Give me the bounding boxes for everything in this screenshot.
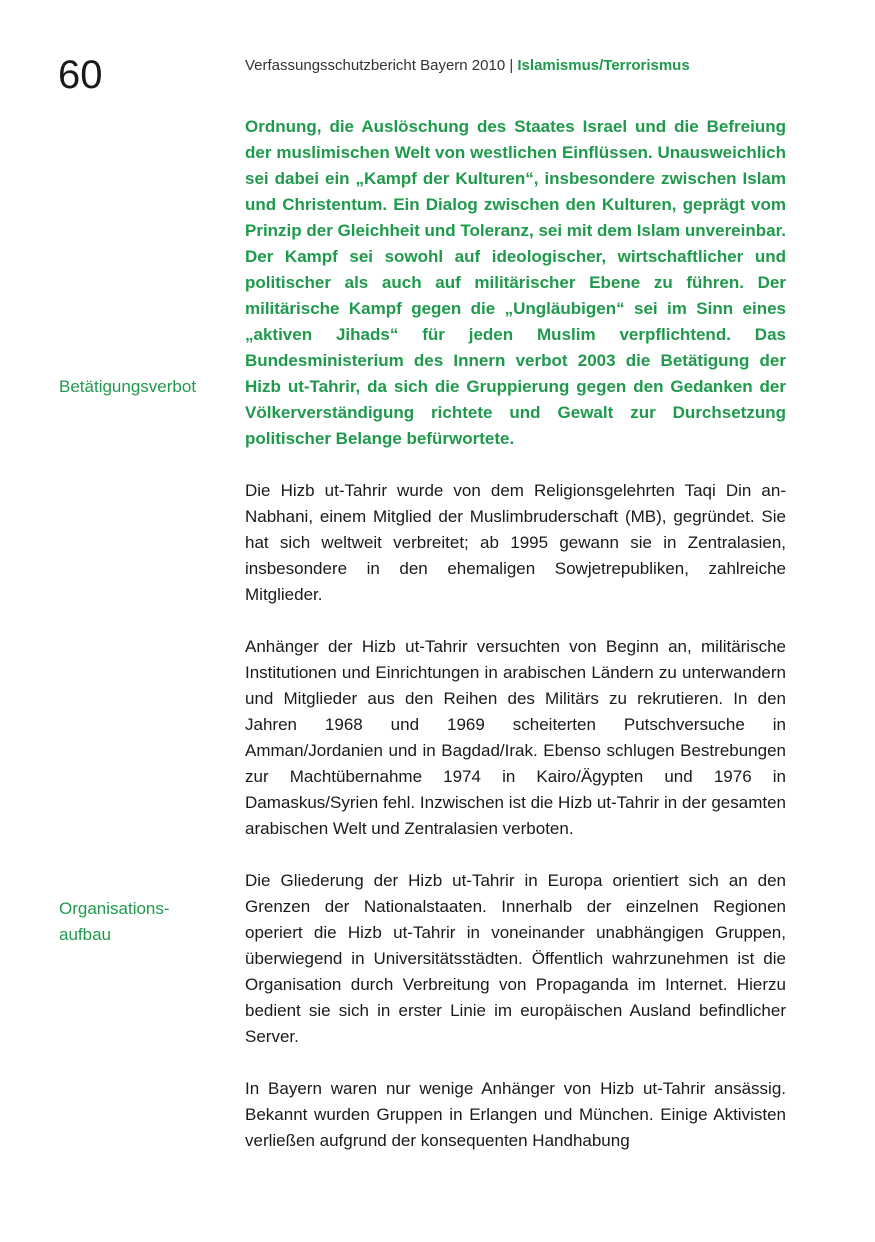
publication-title: Verfassungsschutzbericht Bayern 2010 (245, 57, 506, 74)
margin-note-betaetigungsverbot: Betätigungsverbot (59, 377, 197, 396)
section-title: Islamismus/Terrorismus (517, 57, 690, 74)
running-header (245, 56, 690, 76)
header-separator: | (505, 57, 518, 74)
body-text-column (245, 114, 786, 1180)
margin-note-organisationsaufbau (59, 896, 229, 948)
paragraph-founding: Die Hizb ut-Tahrir wurde von dem Religionsgelehrten Taqi Din an-Nabhani, einem Mitglied der Muslimbruderschaft (MB), gegründet. Sie hat sich weltweit verbreitet; ab 1995 gewann sie in Zentralasien, insbesondere in den ehemaligen Sowjetrepubliken, zahlreiche Mitglieder. (245, 481, 786, 604)
margin-note-organisationsaufbau-line1: Organisations- (59, 899, 170, 918)
margin-note-organisationsaufbau-line2: aufbau (59, 925, 111, 944)
paragraph-coup-attempts: Anhänger der Hizb ut-Tahrir versuchten von Beginn an, militärische Institutionen und Einrichtungen in arabischen Ländern zu unterwandern und Mitglieder aus den Reihen des Militärs zu rekrutieren. In den Jahren 1968 und 1969 scheiterten Putschversuche in Amman/Jordanien und in Bagdad/Irak. Ebenso schlugen Bestrebungen zur Machtübernahme 1974 in Kairo/Ägypten und 1976 in Damaskus/Syrien fehl. Inzwischen ist die Hizb ut-Tahrir in der gesamten arabischen Welt und Zentralasien verboten. (245, 637, 786, 838)
page-number: 60 (58, 53, 103, 97)
paragraph-organisation: Die Gliederung der Hizb ut-Tahrir in Europa orientiert sich an den Grenzen der Nationalstaaten. Innerhalb der einzelnen Regionen operiert die Hizb ut-Tahrir in voneinander unabhängigen Gruppen, überwiegend in Universitätsstädten. Öffentlich wahrzunehmen ist die Organisation durch Verbreitung von Propaganda im Internet. Hierzu bedient sie sich in erster Linie im europäischen Ausland befindlicher Server. (245, 871, 786, 1046)
paragraph-bavaria: In Bayern waren nur wenige Anhänger von Hizb ut-Tahrir ansässig. Bekannt wurden Gruppen in Erlangen und München. Einige Aktivisten verließen aufgrund der konsequenten Handhabung (245, 1079, 786, 1150)
highlighted-paragraph: Ordnung, die Auslöschung des Staates Israel und die Befreiung der muslimischen Welt von westlichen Einflüssen. Unausweichlich sei dabei ein „Kampf der Kulturen“, insbesondere zwischen Islam und Christentum. Ein Dialog zwischen den Kulturen, geprägt vom Prinzip der Gleichheit und Toleranz, sei mit dem Islam unvereinbar. Der Kampf sei sowohl auf ideologischer, wirtschaftlicher und politischer als auch auf militärischer Ebene zu führen. Der militärische Kampf gegen die „Ungläubigen“ sei im Sinn eines „aktiven Jihads“ für jeden Muslim verpflichtend. Das Bundesministerium des Innern verbot 2003 die Betätigung der Hizb ut-Tahrir, da sich die Gruppierung gegen den Gedanken der Völkerverständigung richtete und Gewalt zur Durchsetzung politischer Belange befürwortete. (245, 117, 786, 448)
